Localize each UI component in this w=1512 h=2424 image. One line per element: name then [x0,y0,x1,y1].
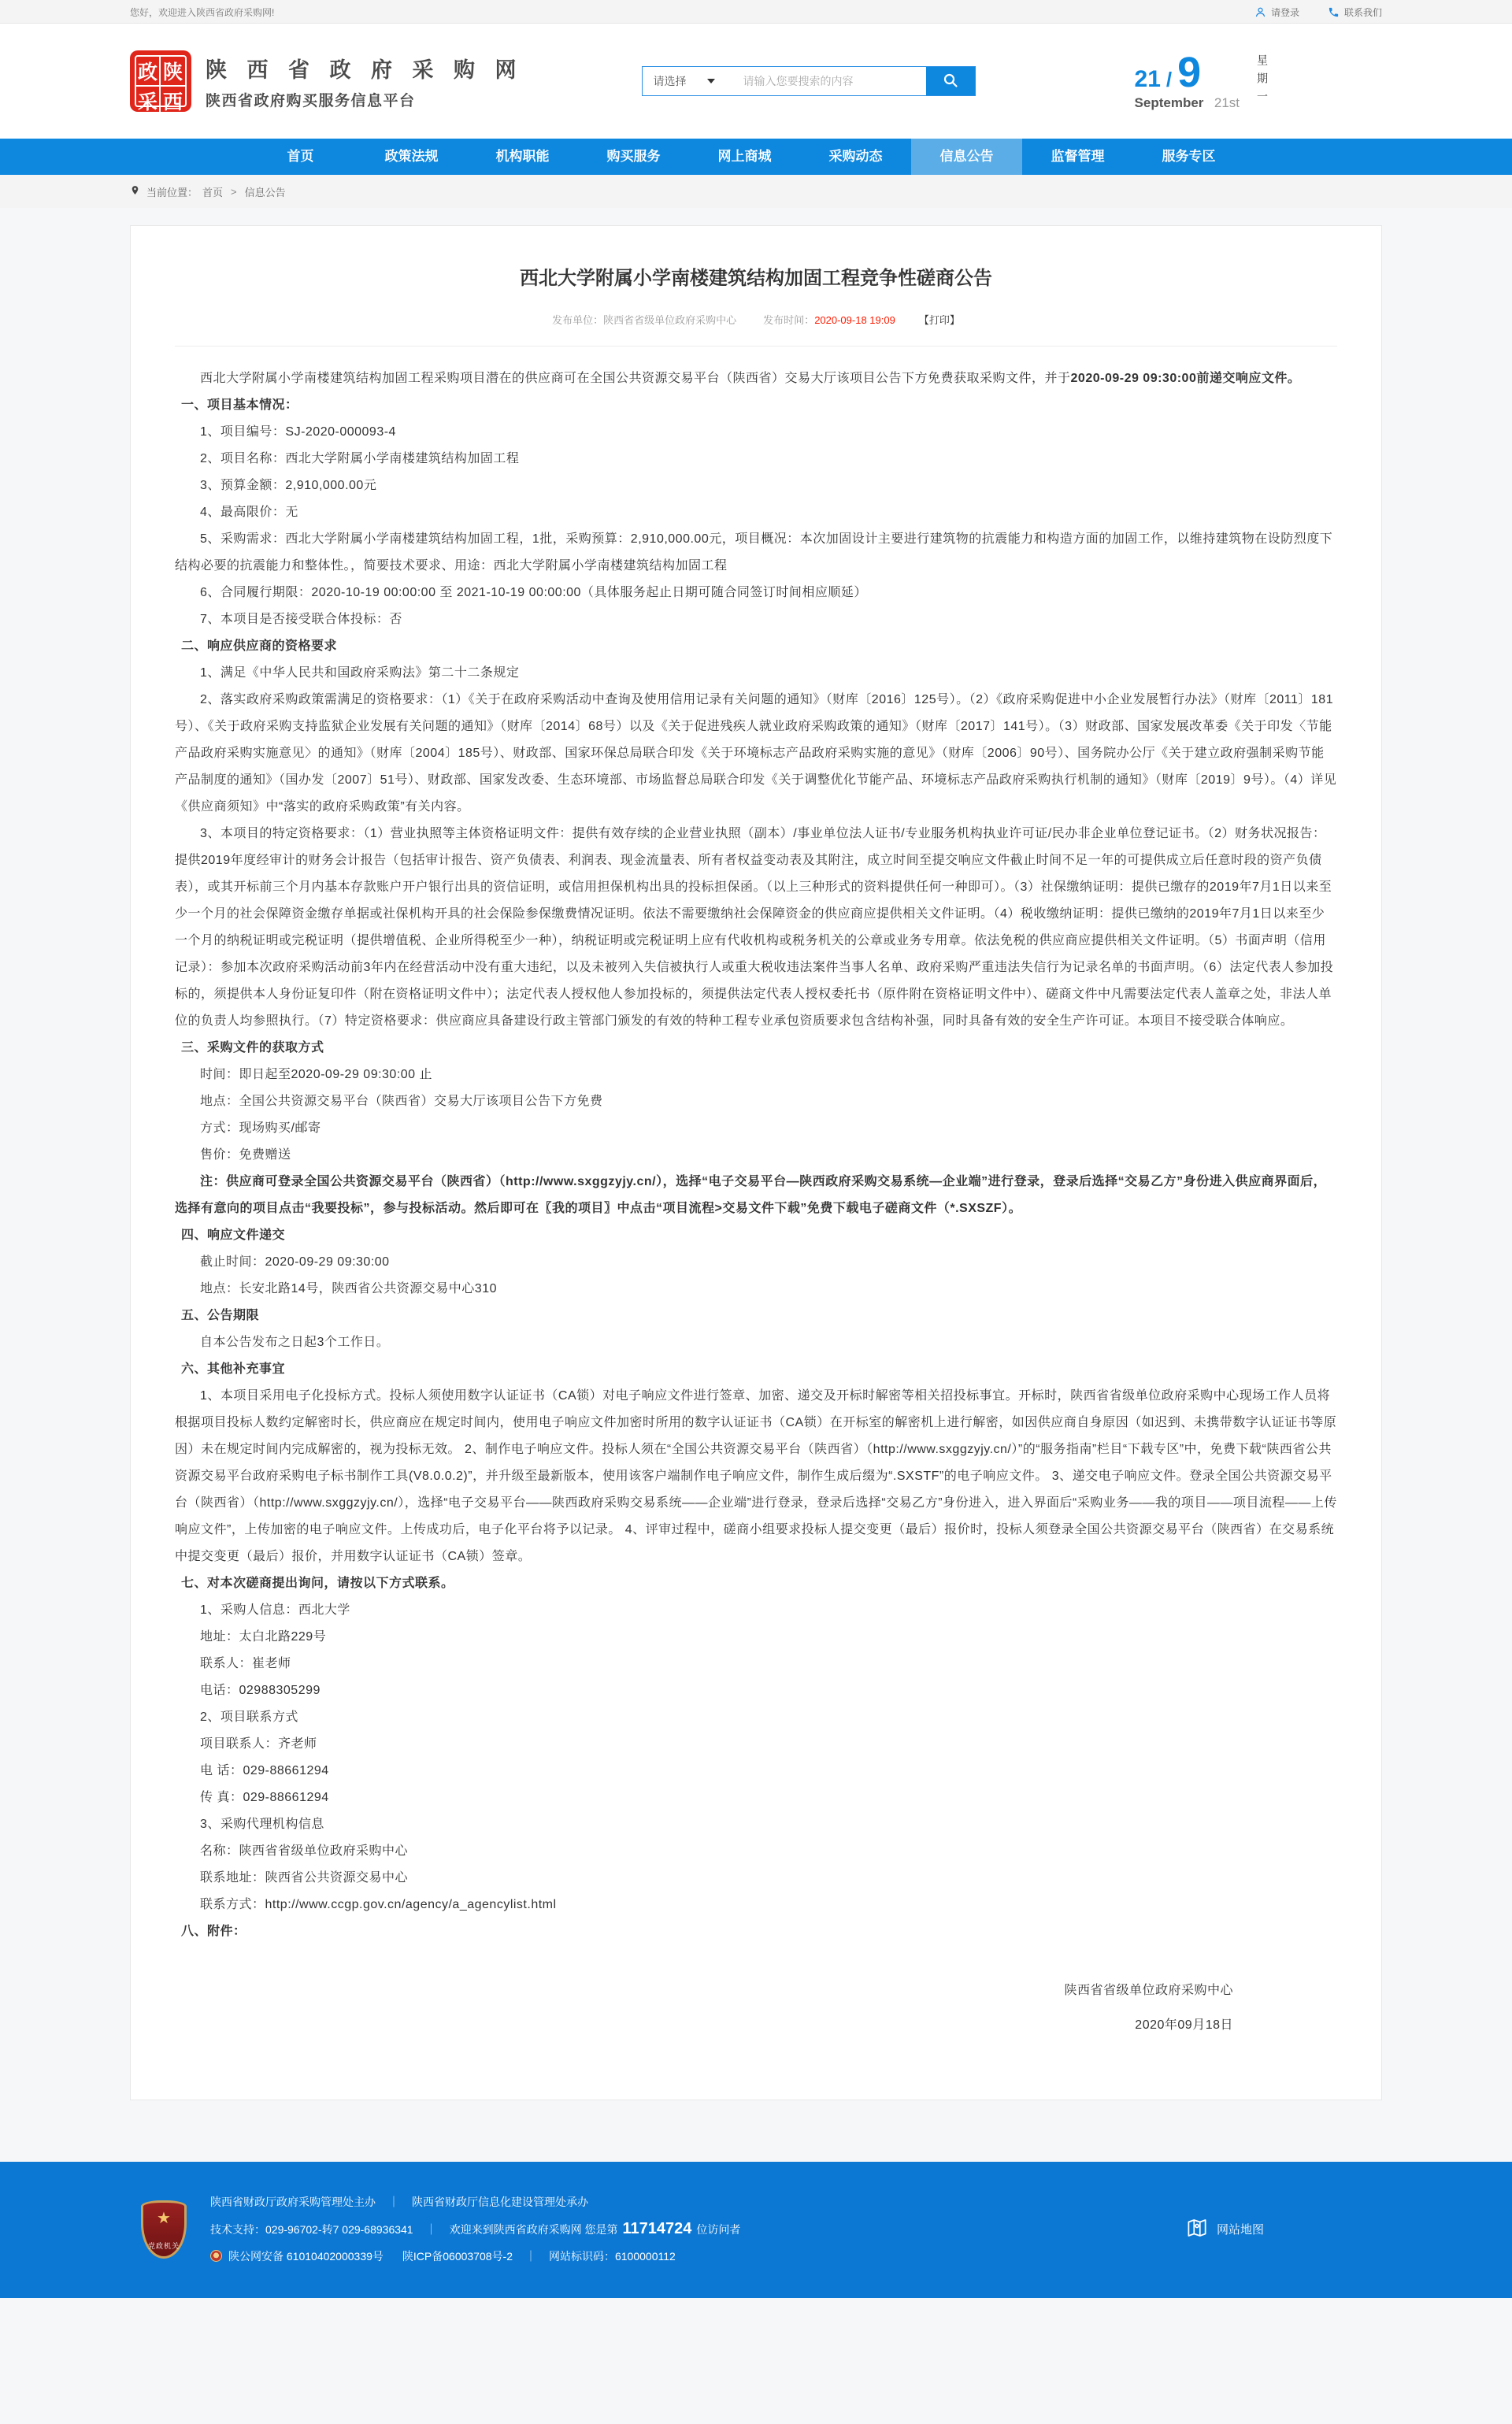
nav-item-online-mall[interactable]: 网上商城 [717,149,772,164]
announcement-card [130,225,1382,2100]
date-month: 9 [1177,49,1202,96]
article-paragraph: 3、本项目的特定资格要求：（1）营业执照等主体资格证明文件：提供有效存续的企业营业执照（副本）/事业单位法人证书/专业服务机构执业许可证/民办非企业单位登记证书。（2）财务状况报告：提供2019年度经审计的财务会计报告（包括审计报告、资产负债表、利润表、现金流量表、所有者权益变动表及其附注，成立时间至提交响应文件截止时间不足一年的可提供成立后任意时段的资产负债表），或其开标前三个月内基本存款账户开户银行出具的资信证明，或信用担保机构出具的投标担保函。（以上三种形式的资料提供任何一种即可）。（3）社保缴纳证明：提供已缴存的2019年7月1日以来至少一个月的社会保障资金缴存单据或社保机构开具的社会保险参保缴费情况证明。依法不需要缴纳社会保障资金的供应商应提供相关文件证明。（4）税收缴纳证明：提供已缴纳的2019年7月1日以来至少一个月的纳税证明或完税证明（提供增值税、企业所得税至少一种），纳税证明或完税证明上应有代收机构或税务机关的公章或业务专用章。依法免税的供应商应提供相关文件证明。（5）书面声明（信用记录）：参加本次政府采购活动前3年内在经营活动中没有重大违纪，以及未被列入失信被执行人或重大税收违法案件当事人名单、政府采购严重违法失信行为记录名单的书面声明。（6）法定代表人参加投标的，须提供本人身份证复印件（附在资格证明文件中）；法定代表人授权他人参加投标的，须提供法定代表人授权委托书（原件附在资格证明文件中）、磋商文件中凡需要法定代表人盖章之处，非法人单位的负责人均参照执行。（7）特定资格要求：供应商应具备建设行政主管部门颁发的有效的特种工程专业承包资质要求包含结构补强，同时具备有效的安全生产许可证。本项目不接受联合体响应。 [175,827,1334,1028]
article-paragraph: 4、最高限价：无 [200,506,298,519]
article-paragraph: 2、项目联系方式 [200,1711,298,1724]
article-paragraph: 3、预算金额：2,910,000.00元 [200,479,377,492]
footer-line-organizers: 陕西省财政厅政府采购管理处主办 ｜ 陕西省财政厅信息化建设管理处承办 [210,2196,588,2208]
contact-link[interactable] [1328,6,1382,19]
search-icon [943,72,958,91]
main-nav [0,139,1512,175]
print-button[interactable]: 【打印】 [918,314,960,326]
brand[interactable] [130,50,524,112]
article-paragraph: 项目联系人：齐老师 [200,1737,317,1751]
nav-item-policy[interactable]: 政策法规 [384,149,439,164]
site-header [0,24,1512,139]
article-paragraph: 西北大学附属小学南楼建筑结构加固工程采购项目潜在的供应商可在全国公共资源交易平台（陕西省）交易大厅该项目公告下方免费获取采购文件，并于2020-09-29 09:30:00前递交响应文件。 [200,372,1301,385]
section-heading: 五、公告期限 [181,1309,260,1322]
date-day: 21 [1134,66,1161,92]
footer-line-beian: 陕公网安备 61010402000339号 陕ICP备06003708号-2 ｜ 网站标识码：6100000112 [210,2243,740,2270]
date-day-ordinal: 21st [1214,95,1240,110]
logo-char: 采 [136,87,161,115]
site-subtitle: 陕西省政府购买服务信息平台 [206,92,416,109]
article-paragraph: 地址：太白北路229号 [200,1630,327,1644]
caret-down-icon [707,79,715,83]
article-paragraph: 时间：即日起至2020-09-29 09:30:00 止 [200,1068,433,1081]
article-paragraph: 7、本项目是否接受联合体投标：否 [200,613,402,626]
article-paragraph: 1、采购人信息：西北大学 [200,1603,350,1617]
article-paragraph: 联系地址：陕西省公共资源交易中心 [200,1871,409,1885]
footer-line-support: 技术支持：029-96702-转7 029-68936341 ｜ 欢迎来到陕西省政府采购网 您是第 11714724 位访问者 [210,2220,741,2237]
article-paragraph: 方式：现场购买/邮寄 [200,1121,321,1135]
article-paragraph: 售价：免费赠送 [200,1148,291,1162]
publish-time-label: 发布时间： [763,314,815,326]
date-month-name: September [1134,95,1204,110]
publisher-label: 发布单位： [552,314,604,326]
announcement-meta [175,312,1337,347]
visitor-counter: 11714724 [622,2220,692,2237]
announcement-title: 西北大学附属小学南楼建筑结构加固工程竞争性磋商公告 [520,268,992,289]
footer-text [210,2189,740,2270]
beian-badge-icon [210,2250,222,2262]
logo-char: 政 [136,57,161,87]
article-paragraph: 联系方式：http://www.ccgp.gov.cn/agency/a_agencylist.html [200,1898,557,1911]
article-paragraph: 注：供应商可登录全国公共资源交易平台（陕西省）（http://www.sxggzyjy.cn/），选择“电子交易平台—陕西政府采购交易系统—企业端”进行登录，登录后选择“交易乙方”身份进入供应商界面后，选择有意向的项目点击“我要投标”，参与投标活动。然后即可在〖我的项目〗中点击“项目流程>交易文件下载”免费下载电子磋商文件（*.SXSZF）。 [175,1175,1327,1215]
breadcrumb-prefix: 当前位置： [146,186,198,198]
section-heading: 六、其他补充事宜 [181,1362,286,1376]
location-pin-icon [130,184,142,198]
article-paragraph: 1、本项目采用电子化投标方式。投标人须使用数字认证证书（CA锁）对电子响应文件进行签章、加密、递交及开标时解密等相关招投标事宜。开标时，陕西省省级单位政府采购中心现场工作人员将根据项目投标人数约定解密时长，供应商应在规定时间内，使用电子响应文件加密时所用的数字认证证书（CA锁）在开标室的解密机上进行解密，如因供应商自身原因（如迟到、未携带数字认证证书等原因）未在规定时间内完成解密的，视为投标无效。 2、制作电子响应文件。投标人须在“全国公共资源交易平台（陕西省）（http://www.sxggzyjy.cn/）”的“服务指南”栏目“下载专区”中，免费下载“陕西省公共资源交易平台政府采购电子标书制作工具(V8.0.0.2)”，并升级至最新版本，使用该客户端制作电子响应文件，制作生成后缀为“.SXSTF”的电子响应文件。 3、递交电子响应文件。登录全国公共资源交易平台（陕西省）（http://www.sxggzyjy.cn/），选择“电子交易平台——陕西政府采购交易系统——企业端”进行登录，登录后选择“交易乙方”身份进入，进入界面后“采购业务——我的项目——项目流程——上传响应文件”，上传加密的电子响应文件。上传成功后，电子化平台将予以记录。 4、评审过程中，磋商小组要求投标人提交变更（最后）报价时，投标人须登录全国公共资源交易平台（陕西省）在交易系统中提交变更（最后）报价，并用数字认证证书（CA锁）签章。 [175,1389,1337,1563]
section-heading: 二、响应供应商的资格要求 [181,639,338,653]
sitemap-label: 网站地图 [1216,2223,1264,2237]
article-paragraph: 自本公告发布之日起3个工作日。 [200,1336,390,1349]
article-paragraph: 1、满足《中华人民共和国政府采购法》第二十二条规定 [200,666,520,680]
section-heading: 七、对本次磋商提出询问，请按以下方式联系。 [181,1577,454,1590]
date-widget [1135,51,1268,111]
gov-badge-icon: ★ 党政机关 [141,2200,187,2259]
sitemap-icon [1185,2216,1209,2243]
breadcrumb-bar [0,175,1512,208]
article-paragraph: 名称：陕西省省级单位政府采购中心 [200,1844,409,1858]
date-weekday: 星期一 [1256,54,1269,109]
site-logo-icon [130,50,191,112]
publisher-value: 陕西省省级单位政府采购中心 [603,314,737,326]
logo-char: 陕 [161,57,185,87]
section-heading: 三、采购文件的获取方式 [181,1041,324,1054]
article-paragraph: 电话：02988305299 [200,1684,321,1697]
welcome-text: 您好，欢迎进入陕西省政府采购网! [130,6,275,18]
topbar [0,0,1512,24]
nav-item-service-zone[interactable]: 服务专区 [1162,149,1216,164]
signature-line: 陕西省省级单位政府采购中心 [1064,1984,1233,1997]
article-paragraph: 联系人：崔老师 [200,1657,291,1670]
section-heading: 四、响应文件递交 [181,1229,286,1242]
article-paragraph: 2、项目名称：西北大学附属小学南楼建筑结构加固工程 [200,452,520,465]
nav-item-procurement-news[interactable]: 采购动态 [828,149,883,164]
article-paragraph: 地点：长安北路14号，陕西省公共资源交易中心310 [200,1282,497,1295]
site-title: 陕 西 省 政 府 采 购 网 [206,57,524,82]
signature-line: 2020年09月18日 [1135,2018,1233,2032]
section-heading: 一、项目基本情况： [181,398,298,412]
section-heading: 八、附件： [181,1925,246,1938]
article-paragraph: 地点：全国公共资源交易平台（陕西省）交易大厅该项目公告下方免费 [200,1095,603,1108]
article-paragraph: 5、采购需求：西北大学附属小学南楼建筑结构加固工程，1批，采购预算：2,910,000.00元，项目概况：本次加固设计主要进行建筑物的抗震能力和构造方面的加固工作，以维持建筑物在设防烈度下结构必要的抗震能力和整体性。，简要技术要求、用途：西北大学附属小学南楼建筑结构加固工程 [175,532,1333,573]
article-paragraph: 1、项目编号：SJ-2020-000093-4 [200,425,396,439]
search-button[interactable] [926,67,975,95]
breadcrumb-separator: > [231,185,237,198]
login-link[interactable] [1254,6,1299,19]
article-paragraph: 2、落实政府采购政策需满足的资格要求：（1）《关于在政府采购活动中查询及使用信用记录有关问题的通知》（财库〔2016〕125号）。（2）《政府采购促进中小企业发展暂行办法》（财库〔2011〕181号）、《关于政府采购支持监狱企业发展有关问题的通知》（财库〔2014〕68号）以及《关于促进残疾人就业政府采购政策的通知》（财库〔2017〕141号）。（3）财政部、国家发展改革委《关于印发〈节能产品政府采购实施意见〉的通知》（财库〔2004〕185号）、财政部、国家环保总局联合印发《关于环境标志产品政府采购实施的意见》（财库〔2006〕90号）、国务院办公厅《关于建立政府强制采购节能产品制度的通知》（国办发〔2007〕51号）、财政部、国家发改委、生态环境部、市场监督总局联合印发《关于调整优化节能产品、环境标志产品政府采购执行机制的通知》（财库〔2019〕9号）。（4）详见《供应商须知》中“落实的政府采购政策”有关内容。 [175,693,1337,814]
icp-link[interactable]: 陕ICP备06003708号-2 [402,2250,513,2263]
nav-item-notices[interactable]: 信息公告 [911,139,1022,175]
page-content [0,225,1512,2132]
article-paragraph: 传 真：029-88661294 [200,1791,329,1804]
contact-label: 联系我们 [1343,6,1382,18]
article-paragraph: 截止时间：2020-09-29 09:30:00 [200,1255,390,1269]
nav-item-organization[interactable]: 机构职能 [495,149,550,164]
search-bar [642,66,976,96]
phone-icon [1328,6,1340,18]
article-paragraph: 6、合同履行期限：2020-10-19 00:00:00 至 2021-10-19 00:00:00（具体服务起止日期可随合同签订时间相应顺延） [200,586,867,599]
sitemap-link[interactable] [1185,2216,1264,2243]
search-input[interactable] [736,67,926,95]
breadcrumb-current[interactable]: 信息公告 [244,186,286,198]
nav-item-home[interactable]: 首页 [287,149,314,164]
site-footer [0,2162,1512,2298]
search-category-label: 请选择 [653,75,687,87]
login-label: 请登录 [1270,6,1299,18]
article-paragraph: 3、采购代理机构信息 [200,1818,324,1831]
beian-link[interactable]: 陕公网安备 61010402000339号 [228,2250,384,2263]
breadcrumb-home[interactable]: 首页 [202,186,224,198]
logo-char: 西 [162,91,183,113]
user-icon [1254,6,1266,18]
publish-time-value: 2020-09-18 19:09 [814,314,895,326]
article-paragraph: 电 话：029-88661294 [200,1764,329,1777]
nav-item-supervision[interactable]: 监督管理 [1051,149,1105,164]
announcement-body [175,347,1337,2043]
search-category-select[interactable] [643,67,736,95]
date-numbers: 21 / 9 [1134,49,1202,96]
nav-item-purchase-service[interactable]: 购买服务 [606,149,661,164]
